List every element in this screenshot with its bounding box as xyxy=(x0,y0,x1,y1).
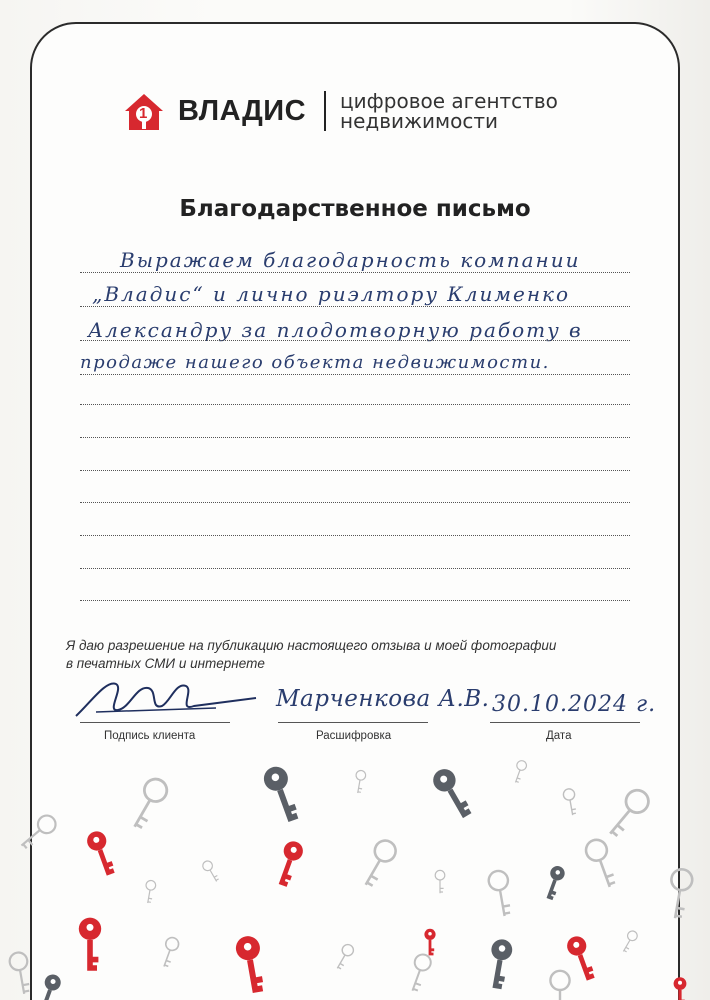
key-icon xyxy=(125,775,171,832)
key-icon xyxy=(35,972,63,1000)
letter-title: Благодарственное письмо xyxy=(179,196,531,222)
signature-line xyxy=(80,722,230,723)
signature-decoding: Марченкова А.В. xyxy=(276,686,490,712)
key-icon xyxy=(550,971,569,1000)
signature-caption: Подпись клиента xyxy=(104,730,196,742)
key-icon xyxy=(602,786,653,841)
ruled-line xyxy=(80,374,630,375)
ruled-line xyxy=(80,437,630,438)
key-icon xyxy=(429,765,475,822)
publication-consent xyxy=(66,637,586,673)
logo-digit: 1 xyxy=(139,105,148,122)
decoding-caption: Расшифровка xyxy=(316,730,392,742)
consent-line-1: Я даю разрешение на публикацию настоящего отзыва и моей фотографии xyxy=(66,638,557,653)
key-icon xyxy=(563,788,579,816)
key-icon xyxy=(541,864,566,901)
key-icon xyxy=(234,934,268,994)
key-icon xyxy=(485,938,514,990)
ruled-line xyxy=(80,404,630,405)
key-icon xyxy=(143,880,156,904)
key-icon xyxy=(487,869,514,917)
key-icon xyxy=(261,763,303,825)
logo-divider xyxy=(324,91,326,131)
signature-date: 30.10.2024 г. xyxy=(492,692,657,717)
key-icon xyxy=(353,770,366,794)
key-icon xyxy=(357,837,400,890)
key-icon xyxy=(435,870,445,893)
key-icon xyxy=(424,929,435,956)
house-key-icon xyxy=(122,89,166,133)
client-signature xyxy=(66,672,266,724)
brand-logo xyxy=(122,88,558,134)
key-icon xyxy=(84,829,118,878)
handwritten-line-4: продаже нашего объекта недвижимости. xyxy=(80,352,550,373)
brand-tagline xyxy=(340,91,558,131)
key-icon xyxy=(158,936,180,969)
consent-line-2: в печатных СМИ и интернете xyxy=(66,656,265,671)
key-icon xyxy=(511,759,528,784)
key-icon xyxy=(272,839,306,888)
key-icon xyxy=(332,943,355,972)
key-icon xyxy=(201,859,221,884)
key-icon xyxy=(674,977,687,1000)
ruled-line xyxy=(80,535,630,536)
key-icon xyxy=(405,952,433,993)
ruled-line xyxy=(80,502,630,503)
ruled-line xyxy=(80,306,630,307)
ruled-line xyxy=(80,568,630,569)
handwritten-line-2: „Владис“ и лично риэлтору Клименко xyxy=(92,282,570,306)
ruled-line xyxy=(80,272,630,273)
ruled-line xyxy=(80,340,630,341)
key-icon xyxy=(619,929,639,954)
ruled-line xyxy=(80,600,630,601)
key-icon xyxy=(583,837,619,891)
handwritten-line-3: Александру за плодотворную работу в xyxy=(88,318,583,342)
decoding-line xyxy=(278,722,428,723)
ruled-line xyxy=(80,470,630,471)
date-caption: Дата xyxy=(546,730,572,742)
tagline-line-2: недвижимости xyxy=(340,109,499,133)
tagline-line-1: цифровое агентство xyxy=(340,89,558,113)
key-icon xyxy=(665,868,694,920)
key-icon xyxy=(16,812,59,852)
key-icon xyxy=(8,951,33,995)
handwritten-line-1: Выражаем благодарность компании xyxy=(120,248,581,272)
date-line xyxy=(490,722,640,723)
key-icon xyxy=(79,918,101,971)
keys-decoration xyxy=(0,740,710,1000)
brand-name: ВЛАДИС xyxy=(178,94,307,127)
